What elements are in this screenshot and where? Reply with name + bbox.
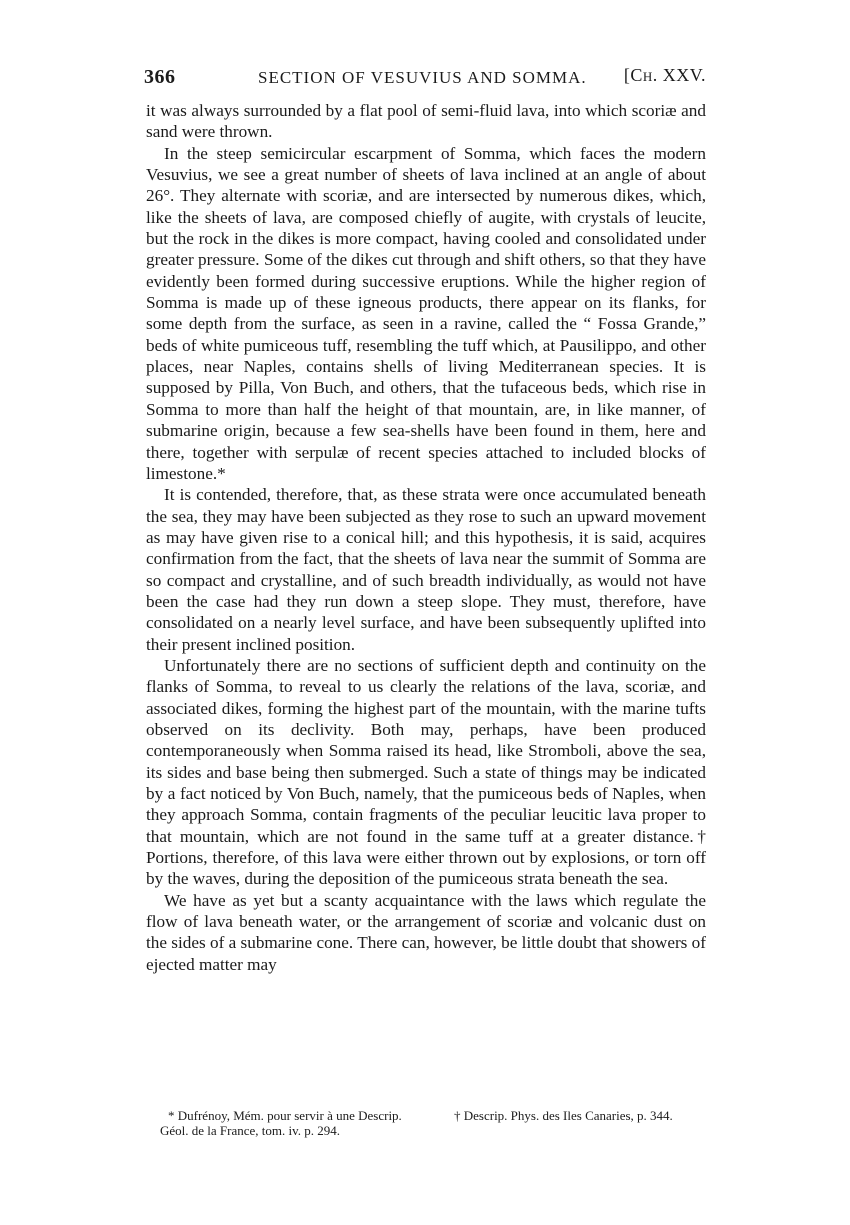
footnote-dufrenoy: * Dufrénoy, Mém. pour servir à une Descrip. Géol. de la France, tom. iv. p. 294. (160, 1108, 402, 1138)
book-page (146, 62, 706, 975)
running-title: SECTION OF VESUVIUS AND SOMMA. (258, 68, 587, 87)
footnotes (160, 1108, 708, 1138)
paragraph-5: We have as yet but a scanty acquaintance with the laws which regulate the flow of lava beneath water, or the arrangement of scoriæ and volcanic dust on the sides of a submarine cone. There can, however, be little doubt that showers of ejected matter may (146, 890, 706, 974)
running-header (146, 62, 706, 90)
chapter-label: [Ch. XXV. (623, 65, 706, 85)
footnote-descrip-phys: † Descrip. Phys. des Iles Canaries, p. 344. (454, 1108, 673, 1123)
paragraph-2: In the steep semicircular escarpment of Somma, which faces the modern Vesuvius, we see a great number of sheets of lava inclined at an angle of about 26°. They alternate with scoriæ, and are intersected by numerous dikes, which, like the sheets of lava, are composed chiefly of augite, with crystals of leucite, but the rock in the dikes is more compact, having cooled and consolidated under greater pressure. Some of the dikes cut through and shift others, so that they have evidently been formed during successive eruptions. While the higher region of Somma is made up of these igneous products, there appear on its flanks, for some depth from the surface, as seen in a ravine, called the “ Fossa Grande,” beds of white pumiceous tuff, resembling the tuff which, at Pausilippo, and other places, near Naples, contains shells of living Mediterranean species. It is supposed by Pilla, Von Buch, and others, that the tufaceous beds, which rise in Somma to more than half the height of that mountain, are, in like manner, of submarine origin, because a few sea-shells have been found in them, here and there, together with serpulæ of recent species attached to included blocks of limestone.* (146, 143, 706, 483)
paragraph-4: Unfortunately there are no sections of sufficient depth and continuity on the flanks of Somma, to reveal to us clearly the relations of the lava, scoriæ, and associated dikes, forming the highest part of the mountain, with the marine tufts observed on its declivity. Both may, perhaps, have been produced contemporaneously when Somma raised its head, like Stromboli, above the sea, its sides and base being then submerged. Such a state of things may be indicated by a fact noticed by Von Buch, namely, that the pumiceous beds of Naples, when they approach Somma, contain fragments of the peculiar leucitic lava proper to that mountain, which are not found in the same tuff at a greater distance.† Portions, therefore, of this lava were either thrown out by explosions, or torn off by the waves, during the deposition of the pumiceous strata beneath the sea. (146, 655, 706, 889)
page-number: 366 (144, 66, 176, 88)
paragraph-3: It is contended, therefore, that, as these strata were once accumulated beneath the sea, they may have been subjected as they rose to such an upward movement as may have given rise to a conical hill; and this hypothesis, it is said, acquires confirmation from the fact, that the sheets of lava near the summit of Somma are so compact and crystalline, and of such breadth individually, as would not have been the case had they run down a steep slope. They must, therefore, have consolidated on a nearly level surface, and have been subsequently uplifted into their present inclined position. (146, 485, 706, 654)
paragraph-1: it was always surrounded by a flat pool of semi-fluid lava, into which scoriæ and sand were thrown. (146, 101, 706, 142)
body-text (146, 100, 706, 975)
